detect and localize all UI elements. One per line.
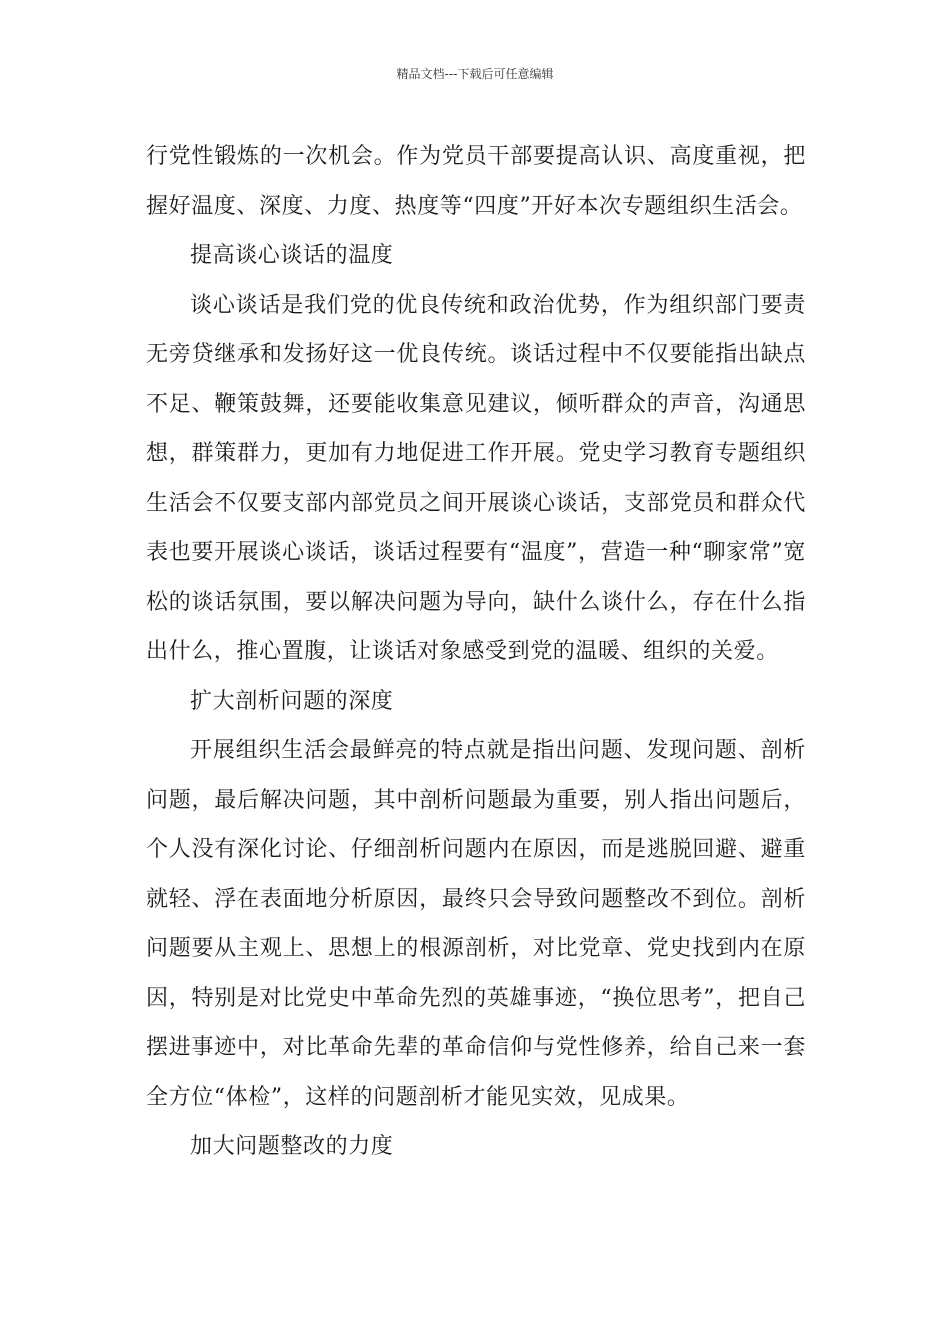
paragraph-depth: 开展组织生活会最鲜亮的特点就是指出问题、发现问题、剖析问题，最后解决问题，其中剖析问题最为重要，别人指出问题后，个人没有深化讨论、仔细剖析问题内在原因，而是逃脱回避、避重就轻、浮在表面地分析原因，最终只会导致问题整改不到位。剖析问题要从主观上、思想上的根源剖析，对比党章、党史找到内在原因，特别是对比党史中革命先烈的英雄事迹，“换位思考”，把自己摆进事迹中，对比革命先辈的革命信仰与党性修养，给自己来一套全方位“体检”，这样的问题剖析才能见实效，见成果。: [146, 738, 806, 1110]
paragraph-continued: 行党性锻炼的一次机会。作为党员干部要提高认识、高度重视，把握好温度、深度、力度、热度等“四度”开好本次专题组织生活会。: [146, 144, 806, 219]
document-body: [146, 132, 806, 1172]
page-header: 精品文档---下载后可任意编辑: [396, 67, 554, 81]
paragraph-warmth: 谈心谈话是我们党的优良传统和政治优势，作为组织部门要责无旁贷继承和发扬好这一优良传统。谈话过程中不仅要能指出缺点不足、鞭策鼓舞，还要能收集意见建议，倾听群众的声音，沟通思想，群策群力，更加有力地促进工作开展。党史学习教育专题组织生活会不仅要支部内部党员之间开展谈心谈话，支部党员和群众代表也要开展谈心谈话，谈话过程要有“温度”，营造一种“聊家常”宽松的谈话氛围，要以解决问题为导向，缺什么谈什么，存在什么指出什么，推心置腹，让谈话对象感受到党的温暖、组织的关爱。: [146, 292, 806, 664]
section-heading-depth: 扩大剖析问题的深度: [190, 688, 394, 714]
section-heading-strength: 加大问题整改的力度: [190, 1134, 394, 1159]
section-heading-warmth: 提高谈心谈话的温度: [190, 243, 394, 268]
